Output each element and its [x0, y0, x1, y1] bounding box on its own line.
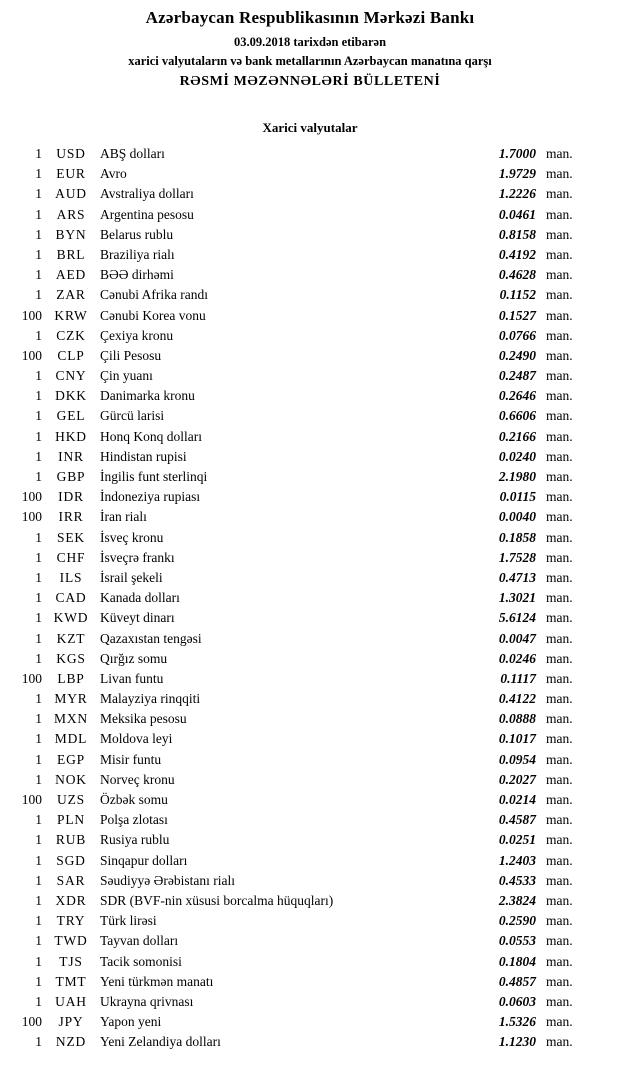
currency-code: IDR	[58, 489, 84, 505]
currency-code: DKK	[55, 388, 87, 404]
currency-code: EUR	[56, 166, 86, 182]
currency-code: BYN	[55, 226, 87, 242]
rate-row-mdl	[4, 729, 592, 749]
rate-row-mxn	[4, 709, 592, 729]
currency-code: AUD	[55, 186, 87, 202]
rate-unit: man.	[546, 731, 573, 747]
subject-line: xarici valyutaların və bank metallarının Azərbaycan manatına qarşı	[128, 54, 492, 68]
currency-name: Ukrayna qrivnası	[100, 993, 194, 1009]
currency-name: Cənubi Afrika randı	[100, 287, 208, 303]
rate-quantity: 1	[35, 953, 42, 969]
rate-value: 0.0461	[498, 206, 536, 222]
rate-row-aud	[4, 184, 592, 204]
rate-quantity: 1	[35, 590, 42, 606]
rate-quantity: 1	[35, 408, 42, 424]
rate-quantity: 1	[35, 206, 42, 222]
currency-code: RUB	[55, 832, 87, 848]
rate-row-nok	[4, 770, 592, 790]
currency-name: Avro	[100, 166, 127, 182]
currency-code: AED	[55, 267, 87, 283]
rate-row-uzs	[4, 790, 592, 810]
rate-row-irr	[4, 507, 592, 527]
rate-row-lbp	[4, 669, 592, 689]
rate-value: 0.0766	[498, 327, 536, 343]
rate-value: 0.1017	[498, 731, 536, 747]
rate-unit: man.	[546, 852, 573, 868]
currency-code: CAD	[55, 590, 87, 606]
currency-code: NZD	[55, 1034, 87, 1050]
rate-value: 0.2166	[498, 428, 536, 444]
rate-value: 0.4857	[498, 973, 536, 989]
rate-unit: man.	[546, 146, 573, 161]
rate-value: 1.7528	[498, 549, 536, 565]
rate-quantity: 1	[35, 933, 42, 949]
rate-unit: man.	[546, 569, 573, 585]
rate-quantity: 100	[21, 509, 42, 525]
rate-value: 0.0047	[498, 630, 536, 646]
rate-quantity: 1	[35, 569, 42, 585]
currency-name: Belarus rublu	[100, 226, 174, 242]
rate-quantity: 1	[35, 388, 42, 404]
rate-quantity: 100	[21, 347, 42, 363]
rate-unit: man.	[546, 186, 573, 202]
currency-code: MDL	[54, 731, 88, 747]
rate-quantity: 1	[35, 832, 42, 848]
rate-row-pln	[4, 810, 592, 830]
rate-quantity: 1	[35, 1034, 42, 1050]
rate-quantity: 1	[35, 691, 42, 707]
currency-name: Danimarka kronu	[100, 388, 195, 404]
rate-quantity: 1	[35, 529, 42, 545]
rate-value: 0.0251	[498, 832, 536, 848]
rate-value: 1.5326	[498, 1014, 536, 1030]
rate-unit: man.	[546, 751, 573, 767]
currency-code: SAR	[56, 872, 86, 888]
rate-value: 0.0603	[498, 993, 536, 1009]
rate-value: 0.0553	[498, 933, 536, 949]
rate-row-zar	[4, 285, 592, 305]
rate-quantity: 1	[35, 267, 42, 283]
rate-row-czk	[4, 326, 592, 346]
currency-name: BƏƏ dirhəmi	[100, 267, 174, 283]
rate-unit: man.	[546, 206, 573, 222]
rate-row-kgs	[4, 649, 592, 669]
bulletin-header	[0, 8, 620, 90]
currency-name: ABŞ dolları	[100, 146, 165, 161]
rate-quantity: 1	[35, 186, 42, 202]
currency-name: Braziliya rialı	[100, 246, 175, 262]
currency-name: Moldova leyi	[100, 731, 173, 747]
currency-code: GEL	[56, 408, 86, 424]
rate-unit: man.	[546, 973, 573, 989]
rate-unit: man.	[546, 529, 573, 545]
rate-quantity: 1	[35, 993, 42, 1009]
currency-name: İngilis funt sterlinqi	[100, 469, 208, 484]
rate-value: 0.6606	[498, 408, 536, 424]
rate-unit: man.	[546, 812, 573, 828]
currency-code: NOK	[55, 771, 87, 787]
rate-row-myr	[4, 689, 592, 709]
currency-name: Honq Konq dolları	[100, 428, 202, 444]
rate-row-xdr	[4, 891, 592, 911]
currency-name: Cənubi Korea vonu	[100, 307, 206, 323]
rate-unit: man.	[546, 711, 573, 727]
rate-row-sar	[4, 871, 592, 891]
rate-row-rub	[4, 830, 592, 850]
rate-row-inr	[4, 447, 592, 467]
currency-code: UZS	[57, 792, 85, 807]
rate-row-sgd	[4, 851, 592, 871]
currency-name: Avstraliya dolları	[100, 186, 194, 202]
rate-quantity: 100	[21, 670, 42, 686]
rate-quantity: 1	[35, 226, 42, 242]
rate-row-nzd	[4, 1032, 592, 1052]
rate-unit: man.	[546, 670, 573, 686]
currency-name: Çin yuanı	[100, 368, 153, 384]
rate-unit: man.	[546, 691, 573, 707]
currency-code: TMT	[55, 973, 87, 989]
rate-row-gbp	[4, 467, 592, 487]
rate-value: 0.1804	[498, 953, 536, 969]
rate-unit: man.	[546, 630, 573, 646]
rate-quantity: 1	[35, 166, 42, 182]
currency-code: GBP	[56, 469, 86, 484]
currency-name: Meksika pesosu	[100, 711, 187, 727]
currency-code: CNY	[55, 368, 87, 384]
rate-quantity: 1	[35, 650, 42, 666]
currency-name: İran rialı	[100, 509, 147, 525]
currency-name: Kanada dolları	[100, 590, 180, 606]
rate-unit: man.	[546, 368, 573, 384]
rate-row-twd	[4, 931, 592, 951]
rate-quantity: 1	[35, 852, 42, 868]
currency-code: KZT	[56, 630, 86, 646]
rate-value: 2.3824	[498, 892, 536, 908]
currency-name: Argentina pesosu	[100, 206, 194, 222]
rate-value: 2.1980	[498, 469, 536, 484]
rate-unit: man.	[546, 287, 573, 303]
currency-code: SEK	[57, 529, 85, 545]
rate-unit: man.	[546, 771, 573, 787]
rate-unit: man.	[546, 408, 573, 424]
rate-value: 0.4587	[498, 812, 536, 828]
currency-name: İsveç kronu	[100, 529, 164, 545]
rate-value: 0.2027	[498, 771, 536, 787]
rate-row-krw	[4, 306, 592, 326]
rate-row-dkk	[4, 386, 592, 406]
currency-name: Türk lirəsi	[100, 913, 157, 929]
currency-code: HKD	[55, 428, 87, 444]
rate-quantity: 1	[35, 771, 42, 787]
currency-code: EGP	[57, 751, 85, 767]
rate-unit: man.	[546, 933, 573, 949]
bank-name-title: Azərbaycan Respublikasının Mərkəzi Bankı	[145, 8, 475, 27]
rate-unit: man.	[546, 832, 573, 848]
currency-code: CHF	[56, 549, 86, 565]
rate-row-chf	[4, 548, 592, 568]
rate-quantity: 1	[35, 327, 42, 343]
currency-name: Küveyt dinarı	[100, 610, 175, 626]
rate-row-usd	[4, 144, 592, 164]
currency-code: TJS	[59, 953, 83, 969]
currency-code: TWD	[54, 933, 88, 949]
rate-row-kwd	[4, 608, 592, 628]
rate-quantity: 1	[35, 448, 42, 464]
rate-unit: man.	[546, 650, 573, 666]
currency-name: Çexiya kronu	[100, 327, 174, 343]
rate-row-kzt	[4, 629, 592, 649]
rate-quantity: 1	[35, 549, 42, 565]
currency-code: LBP	[57, 670, 85, 686]
rate-unit: man.	[546, 913, 573, 929]
rate-quantity: 1	[35, 872, 42, 888]
currency-code: MXN	[54, 711, 88, 727]
currency-name: İsveçrə frankı	[100, 549, 175, 565]
rate-unit: man.	[546, 327, 573, 343]
rate-unit: man.	[546, 549, 573, 565]
currency-code: SGD	[56, 852, 86, 868]
rate-value: 0.4192	[498, 246, 536, 262]
currency-code: CLP	[57, 347, 85, 363]
rate-value: 0.4122	[498, 691, 536, 707]
currency-code: ARS	[56, 206, 86, 222]
rate-row-gel	[4, 406, 592, 426]
rate-unit: man.	[546, 347, 573, 363]
currency-name: Sinqapur dolları	[100, 852, 188, 868]
rate-value: 0.0115	[499, 489, 536, 505]
rate-value: 1.2226	[498, 186, 536, 202]
rate-quantity: 1	[35, 751, 42, 767]
rate-quantity: 100	[21, 307, 42, 323]
rate-unit: man.	[546, 246, 573, 262]
currency-code: MYR	[54, 691, 88, 707]
rate-value: 0.0246	[498, 650, 536, 666]
currency-name: Malayziya rinqqiti	[100, 691, 201, 707]
rate-row-brl	[4, 245, 592, 265]
rate-unit: man.	[546, 872, 573, 888]
currency-code: CZK	[56, 327, 86, 343]
rate-quantity: 1	[35, 913, 42, 929]
currency-name: Gürcü larisi	[100, 408, 165, 424]
rate-quantity: 1	[35, 368, 42, 384]
currency-name: Misir funtu	[100, 751, 162, 767]
rate-quantity: 100	[21, 792, 42, 807]
rate-row-uah	[4, 992, 592, 1012]
currency-name: Tayvan dolları	[100, 933, 179, 949]
rate-row-cad	[4, 588, 592, 608]
rate-value: 0.1527	[498, 307, 536, 323]
rate-quantity: 1	[35, 711, 42, 727]
rate-quantity: 100	[21, 489, 42, 505]
currency-name: Qazaxıstan tengəsi	[100, 630, 202, 646]
currency-name: Özbək somu	[100, 792, 168, 807]
currency-name: Tacik somonisi	[100, 953, 182, 969]
rate-quantity: 1	[35, 287, 42, 303]
rate-value: 0.1117	[500, 670, 536, 686]
currency-name: Yeni Zelandiya dolları	[100, 1034, 221, 1050]
currency-name: SDR (BVF-nin xüsusi borcalma hüquqları)	[100, 892, 334, 908]
currency-name: Rusiya rublu	[100, 832, 170, 848]
rate-value: 0.2487	[498, 368, 536, 384]
bulletin-title: RƏSMİ MƏZƏNNƏLƏRİ BÜLLETENİ	[179, 74, 441, 89]
currency-code: PLN	[57, 812, 85, 828]
rate-value: 0.4628	[498, 267, 536, 283]
rate-quantity: 1	[35, 812, 42, 828]
rate-unit: man.	[546, 428, 573, 444]
effective-date-line: 03.09.2018 tarixdən etibarən	[233, 35, 387, 49]
rate-row-egp	[4, 750, 592, 770]
rate-row-cny	[4, 366, 592, 386]
rate-value: 0.4533	[498, 872, 536, 888]
rate-quantity: 1	[35, 428, 42, 444]
rate-quantity: 1	[35, 469, 42, 484]
rate-row-idr	[4, 487, 592, 507]
rate-row-jpy	[4, 1012, 592, 1032]
rate-unit: man.	[546, 489, 573, 505]
rate-quantity: 100	[21, 1014, 42, 1030]
rate-unit: man.	[546, 953, 573, 969]
rate-quantity: 1	[35, 973, 42, 989]
rate-unit: man.	[546, 610, 573, 626]
rate-row-byn	[4, 225, 592, 245]
rate-unit: man.	[546, 307, 573, 323]
rate-value: 0.0214	[498, 792, 536, 807]
rate-unit: man.	[546, 509, 573, 525]
rate-value: 1.3021	[498, 590, 536, 606]
rate-value: 0.1152	[499, 287, 536, 303]
rate-quantity: 1	[35, 610, 42, 626]
currency-code: KWD	[53, 610, 89, 626]
rate-unit: man.	[546, 892, 573, 908]
currency-code: KGS	[56, 650, 86, 666]
rate-row-aed	[4, 265, 592, 285]
rate-unit: man.	[546, 993, 573, 1009]
currency-code: KRW	[54, 307, 88, 323]
currency-code: INR	[58, 448, 84, 464]
currency-code: UAH	[55, 993, 87, 1009]
rate-value: 0.0240	[498, 448, 536, 464]
rate-value: 1.2403	[498, 852, 536, 868]
rate-unit: man.	[546, 448, 573, 464]
currency-code: JPY	[58, 1014, 84, 1030]
currency-code: XDR	[55, 892, 87, 908]
currency-name: Livan funtu	[100, 670, 164, 686]
rate-unit: man.	[546, 1034, 573, 1050]
currency-name: Çili Pesosu	[100, 347, 162, 363]
currency-name: İsrail şekeli	[100, 569, 163, 585]
rate-quantity: 1	[35, 146, 42, 161]
rate-quantity: 1	[35, 731, 42, 747]
rate-value: 1.1230	[498, 1034, 536, 1050]
section-title-foreign-currencies: Xarici valyutalar	[262, 120, 358, 135]
rate-row-sek	[4, 528, 592, 548]
rate-unit: man.	[546, 166, 573, 182]
currency-code: BRL	[56, 246, 86, 262]
rate-row-tjs	[4, 952, 592, 972]
rate-quantity: 1	[35, 246, 42, 262]
rate-value: 0.0040	[498, 509, 536, 525]
rate-value: 0.8158	[498, 226, 536, 242]
rate-row-eur	[4, 164, 592, 184]
rate-row-ars	[4, 205, 592, 225]
rate-value: 0.0954	[498, 751, 536, 767]
rate-unit: man.	[546, 1014, 573, 1030]
currency-code: TRY	[56, 913, 86, 929]
currency-code: IRR	[58, 509, 84, 525]
rate-row-ils	[4, 568, 592, 588]
rate-value: 1.7000	[498, 146, 536, 161]
rate-row-tmt	[4, 972, 592, 992]
rate-unit: man.	[546, 469, 573, 484]
currency-name: Yeni türkmən manatı	[100, 973, 214, 989]
currency-name: Səudiyyə Ərəbistanı rialı	[100, 872, 235, 888]
rate-quantity: 1	[35, 892, 42, 908]
rate-value: 0.2646	[498, 388, 536, 404]
rate-row-clp	[4, 346, 592, 366]
currency-code: ILS	[59, 569, 83, 585]
exchange-rates-table	[0, 144, 620, 1062]
rate-value: 0.2490	[498, 347, 536, 363]
currency-name: Yapon yeni	[100, 1014, 162, 1030]
rate-row-try	[4, 911, 592, 931]
rate-value: 0.2590	[498, 913, 536, 929]
rate-row-hkd	[4, 427, 592, 447]
rate-value: 1.9729	[498, 166, 536, 182]
currency-name: Norveç kronu	[100, 771, 175, 787]
currency-code: USD	[56, 146, 86, 161]
rate-quantity: 1	[35, 630, 42, 646]
rate-unit: man.	[546, 590, 573, 606]
currency-name: Polşa zlotası	[100, 812, 168, 828]
rate-unit: man.	[546, 792, 573, 807]
rate-value: 0.1858	[498, 529, 536, 545]
rate-unit: man.	[546, 388, 573, 404]
currency-name: İndoneziya rupiası	[100, 489, 201, 505]
rate-value: 5.6124	[498, 610, 536, 626]
rate-unit: man.	[546, 267, 573, 283]
currency-name: Hindistan rupisi	[100, 448, 187, 464]
rate-value: 0.4713	[498, 569, 536, 585]
currency-code: ZAR	[56, 287, 86, 303]
rate-unit: man.	[546, 226, 573, 242]
currency-name: Qırğız somu	[100, 650, 168, 666]
rate-value: 0.0888	[498, 711, 536, 727]
